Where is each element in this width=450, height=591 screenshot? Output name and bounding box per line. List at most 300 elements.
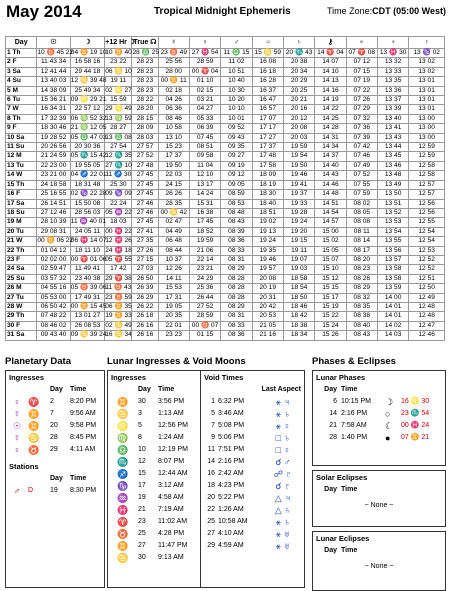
time-value: 8:20 PM (70, 398, 97, 405)
table-cell: 15 59 (105, 96, 132, 105)
table-cell: 17 17 (252, 124, 283, 133)
table-cell: 26 16 (132, 321, 158, 330)
sign-icon: ♍ (117, 433, 129, 443)
table-cell: 15 12 (315, 274, 346, 283)
table-cell: 18 38 (283, 321, 314, 330)
table-cell: 05 53 00 (37, 293, 70, 302)
table-cell: 09 58 (189, 152, 220, 161)
day-value: 28 (50, 434, 58, 441)
table-cell: 26 39 (132, 284, 158, 293)
table-cell: 19 50 (283, 161, 314, 170)
table-cell: 12 51 (409, 274, 445, 283)
table-cell: 00 ♉ 07 (189, 321, 220, 330)
table-cell: 15 50 08 (70, 199, 104, 208)
table-row (6, 246, 445, 255)
table-cell: 07 46 (346, 152, 377, 161)
table-cell: 15 07 (315, 255, 346, 264)
table-cell: 12 57 (409, 180, 445, 189)
time-value: 10:58 AM (218, 518, 248, 525)
day-value: 10 (138, 446, 146, 453)
table-cell: 15 ♋ 59 (252, 49, 283, 58)
table-row (6, 274, 445, 283)
lunar-phases-label: Lunar Phases (316, 373, 366, 382)
table-cell: 13 54 (377, 227, 408, 236)
tz-label: Time Zone: (326, 6, 373, 16)
table-cell: 08 48 (221, 208, 252, 217)
table-cell: 08 26 (346, 274, 377, 283)
table-cell: 11 ♉ 43 (105, 284, 132, 292)
table-row (6, 284, 445, 293)
table-cell: 07 49 (346, 161, 377, 170)
sign-icon: ♈ (114, 255, 123, 263)
table-cell: 13 00 (409, 124, 445, 133)
table-cell: 13 37 (377, 96, 408, 105)
table-cell: 05 ♉ 39 06 (70, 284, 107, 292)
aspect-icon: ⚹ ♄ (275, 409, 291, 419)
table-cell: 11 43 34 (37, 58, 70, 67)
day-value: 18 (207, 482, 215, 489)
sign-icon: ♊ (114, 302, 123, 310)
table-cell: 16 37 (252, 86, 283, 95)
table-row (6, 152, 445, 161)
day-cell: 23 F (6, 255, 37, 264)
table-cell: 27 45 (132, 218, 158, 227)
table-cell: 18 50 (283, 293, 314, 302)
table-cell: 28 03 (132, 133, 158, 142)
table-cell: 08 28 (221, 274, 252, 283)
phases-panel (312, 356, 446, 591)
time-value: 1:24 AM (158, 434, 184, 441)
table-cell: 13 36 (377, 86, 408, 95)
phase-position: 07 ♊ 21 (401, 434, 430, 441)
list-item (108, 420, 200, 432)
table-cell: 20 53 (252, 312, 283, 321)
table-cell: 27 46 (132, 208, 158, 217)
table-cell: 10 20 (221, 96, 252, 105)
table-cell: 18 31 48 (70, 180, 104, 189)
sign-icon: ♉ (79, 284, 89, 292)
table-cell: 28 23 (132, 58, 158, 67)
day-value: 29 (50, 446, 58, 453)
time-value: 11:02 AM (158, 518, 188, 525)
day-value: 23 (138, 518, 146, 525)
table-cell: 15 23 (158, 143, 189, 152)
table-cell: 16 47 (252, 96, 283, 105)
table-cell: 02 02 00 (37, 255, 70, 264)
table-cell: 27 54 (105, 143, 132, 152)
table-cell: 10 37 (158, 255, 189, 264)
table-cell: 14 38 09 (37, 86, 70, 95)
table-cell: 13 ♎ 08 (105, 133, 132, 141)
table-cell: 08 17 (346, 246, 377, 255)
list-item (313, 420, 445, 432)
table-cell: 14 11 (158, 274, 189, 283)
day-cell: 6 Tu (6, 96, 37, 105)
table-cell: 07 45 (189, 133, 220, 142)
table-cell: 10 01 (221, 114, 252, 123)
time-value: 12:19 PM (158, 446, 188, 453)
list-item (108, 396, 200, 408)
column-header: ♃ (252, 37, 283, 49)
table-cell: 14 24 (189, 190, 220, 199)
day-value: 14 (207, 458, 215, 465)
sign-icon: ♎ (141, 49, 150, 56)
table-cell: 05 ♈ 55 (105, 255, 132, 263)
table-cell: 14 40 (315, 161, 346, 170)
table-cell: 09 05 (221, 180, 252, 189)
list-item (108, 456, 200, 468)
column-header: ♆ (377, 37, 408, 49)
table-cell: 08 28 (221, 293, 252, 302)
sign-icon: ♎ (79, 133, 89, 141)
table-cell: 13 35 (377, 77, 408, 86)
day-value: 11 (207, 446, 215, 453)
list-item (201, 516, 304, 528)
list-item (201, 468, 304, 480)
table-cell: 24 18 58 (37, 180, 70, 189)
table-cell: 13 01 (409, 86, 445, 95)
day-cell: 16 F (6, 190, 37, 199)
table-cell: 26 14 51 (37, 199, 70, 208)
table-cell: 13 01 (409, 105, 445, 114)
table-cell: 12 41 44 (37, 67, 70, 76)
table-cell: 28 10 39 (37, 218, 70, 227)
table-cell: 08 43 (346, 331, 377, 340)
void-column (201, 371, 304, 587)
table-cell: 14 02 (377, 321, 408, 330)
phase-position: 23 ♏ 54 (401, 410, 430, 417)
table-cell: 04 55 16 (37, 284, 70, 293)
list-item (201, 396, 304, 408)
table-cell: 20 ♏ 43 (283, 49, 314, 58)
table-cell: 13 49 (377, 180, 408, 189)
list-item (108, 528, 200, 540)
sign-icon: ♋ (79, 331, 89, 339)
time-value: 4:28 PM (158, 530, 185, 537)
table-cell: 12 52 (409, 255, 445, 264)
planet-icon: ☿ (13, 409, 21, 419)
table-cell: 28 ♎ 25 (132, 49, 159, 56)
table-cell: 26 44 (189, 293, 220, 302)
time-value: 8:07 PM (158, 458, 185, 465)
table-cell: 03 57 32 (37, 274, 70, 283)
sign-icon: ♊ (79, 302, 89, 310)
table-cell: 08 11 (346, 227, 377, 236)
day-value: 3 (138, 410, 142, 417)
sign-icon: ♋ (263, 49, 272, 56)
list-item (108, 504, 200, 516)
day-cell: 4 Su (6, 77, 37, 86)
time-value: 1:26 AM (218, 506, 244, 513)
table-cell: 08 32 (346, 293, 377, 302)
list-item (108, 540, 200, 552)
lunar-none: ~ None ~ (364, 563, 394, 570)
table-row (6, 171, 445, 180)
table-cell: 25 30 (105, 180, 132, 189)
table-cell: 06 50 42 (37, 302, 70, 311)
lunar-ingress-header: Day Time (138, 386, 175, 393)
table-row (6, 321, 445, 330)
sign-icon: ♋ (114, 67, 123, 75)
table-cell: 13 ♑ 02 (409, 49, 445, 58)
table-cell: 08 31 (221, 312, 252, 321)
day-value: 30 (138, 554, 146, 561)
table-row (6, 331, 445, 340)
table-cell: 19 35 (252, 246, 283, 255)
sign-icon: ♏ (79, 152, 89, 160)
day-value: 2 (50, 398, 54, 405)
sign-icon: ♈ (357, 49, 366, 56)
table-row (6, 199, 445, 208)
table-cell: 17 45 (189, 218, 220, 227)
column-header: ☉ (37, 37, 70, 49)
time-value: 2:16 PM (341, 410, 368, 417)
day-cell: 31 Sa (6, 331, 37, 340)
table-cell: 12 59 (409, 143, 445, 152)
table-cell: 12 57 (409, 190, 445, 199)
table-cell: 00 ♊ 15 45 (70, 302, 107, 310)
sign-icon: ♓ (79, 237, 89, 245)
table-cell: 27 45 (132, 190, 158, 199)
list-item (201, 408, 304, 420)
table-cell: 00 ♈ 04 (189, 67, 220, 76)
table-cell: 08 08 (346, 218, 377, 227)
table-cell: 29 ♈ 38 (105, 274, 132, 282)
table-cell: 11 04 (189, 161, 220, 170)
table-cell: 27 57 (132, 143, 158, 152)
table-cell: 06 ♋ 10 (105, 67, 132, 75)
table-cell: 10 ♉ 45 22 (37, 49, 74, 56)
table-cell: 22 23 00 (37, 161, 70, 170)
table-cell: 14 37 (315, 152, 346, 161)
sign-icon: ♏ (117, 457, 129, 467)
table-cell: 14 10 (315, 67, 346, 76)
moon-phase-icon: ● (385, 433, 391, 443)
sign-icon: ♋ (79, 77, 89, 85)
sign-icon: ♌ (79, 96, 89, 104)
day-cell: 9 F (6, 124, 37, 133)
table-cell: 27 46 (132, 199, 158, 208)
time-value: 9:56 AM (70, 410, 96, 417)
table-cell: 15 02 (315, 237, 346, 246)
table-cell: 14 16 (315, 86, 346, 95)
table-cell: 14 51 (315, 199, 346, 208)
aspect-icon: ⚹ ♅ (275, 529, 291, 539)
table-cell: 17 07 (252, 114, 283, 123)
table-cell: 28 09 (132, 124, 158, 133)
table-row (6, 133, 445, 142)
sign-icon: ♌ (114, 105, 123, 113)
phase-position: 16 ♌ 30 (401, 398, 430, 405)
table-cell: 00 ♈ 01 06 (70, 255, 107, 263)
aspect-icon: ⚹ ♀ (275, 421, 291, 431)
day-cell: 5 M (6, 86, 37, 95)
list-item (108, 516, 200, 528)
table-cell: 20 38 (283, 58, 314, 67)
table-cell: 21 05 (252, 321, 283, 330)
table-cell: 09 19 (221, 161, 252, 170)
table-cell: 28 15 (132, 114, 158, 123)
table-cell: 13 52 (377, 208, 408, 217)
table-cell: 12 47 (409, 321, 445, 330)
list-item (201, 480, 304, 492)
table-cell: 28 59 (189, 58, 220, 67)
table-row (6, 227, 445, 236)
table-cell: 12 10 (189, 171, 220, 180)
table-cell: 19 24 (283, 218, 314, 227)
day-cell: 13 Tu (6, 161, 37, 170)
table-cell: 19 37 (283, 190, 314, 199)
lunar-phases-box (312, 370, 446, 466)
table-cell: 13 58 (377, 274, 408, 283)
time-value: 9:13 AM (158, 554, 184, 561)
table-row (6, 49, 445, 58)
table-cell: 09 ♑ 09 (105, 190, 132, 198)
table-cell: 17 48 (252, 152, 283, 161)
planet-icon: ☉ (12, 421, 22, 431)
sign-icon: ♉ (117, 529, 129, 539)
time-value: 3:12 AM (158, 482, 184, 489)
table-cell: 20 34 (283, 67, 314, 76)
day-value: 8 (138, 434, 142, 441)
table-cell: 17 32 39 (37, 114, 70, 123)
table-cell: 09 43 40 (37, 331, 70, 340)
table-cell: 20 16 (283, 105, 314, 114)
table-cell: 21 24 59 (37, 152, 70, 161)
table-cell: 10 58 (158, 124, 189, 133)
sign-icon: ♑ (79, 190, 89, 198)
day-cell: 2 F (6, 58, 37, 67)
aspect-icon: ☌ ♂ (275, 457, 291, 467)
table-cell: 12 59 (409, 152, 445, 161)
table-row (6, 105, 445, 114)
phases-list (313, 396, 445, 444)
table-cell: 19 50 (158, 161, 189, 170)
table-cell: 16 34 31 (37, 105, 70, 114)
lunar-panel (107, 356, 305, 588)
sign-icon: ♊ (28, 409, 40, 419)
day-cell: 10 Sa (6, 133, 37, 142)
table-cell: 23 23 (158, 331, 189, 340)
table-row (6, 265, 445, 274)
table-cell: 07 59 (346, 190, 377, 199)
table-cell: 12 50 (409, 284, 445, 293)
time-value: 4:23 PM (218, 482, 245, 489)
table-cell: 13 39 (377, 105, 408, 114)
table-cell: 27 15 (132, 255, 158, 264)
list-item (6, 408, 104, 420)
table-cell: 14 00 (377, 293, 408, 302)
tz-offset: (05:00 West) (393, 6, 446, 16)
table-cell: 02 ♌ 27 (105, 86, 132, 94)
table-cell: 18 58 (283, 274, 314, 283)
table-cell: 17 37 (158, 152, 189, 161)
day-cell: 25 Su (6, 274, 37, 283)
table-cell: 15 24 (315, 321, 346, 330)
list-item (108, 552, 200, 564)
page-title: May 2014 (6, 2, 82, 21)
table-cell: 14 28 (315, 124, 346, 133)
table-cell: 14 25 (315, 114, 346, 123)
sign-icon: ♈ (28, 397, 40, 407)
table-cell: 19 41 (283, 180, 314, 189)
table-cell: 08 38 (346, 312, 377, 321)
table-row (6, 124, 445, 133)
sign-icon: ♊ (28, 421, 40, 431)
day-value: 30 (138, 398, 146, 405)
time-value: 4:10 AM (218, 530, 244, 537)
table-cell: 20 08 (283, 124, 314, 133)
column-header: ♄ (283, 37, 314, 49)
table-cell: 13 44 (377, 143, 408, 152)
list-item (201, 492, 304, 504)
table-cell: 13 10 (158, 133, 189, 142)
time-value: 11:47 PM (158, 542, 188, 549)
table-cell: 20 30 36 (70, 143, 104, 152)
list-item (108, 492, 200, 504)
table-cell: 08 43 (221, 218, 252, 227)
table-cell: 08 40 (346, 321, 377, 330)
lunar-ingress-list (108, 396, 200, 564)
table-cell: 08 39 (221, 227, 252, 236)
void-header: Last Aspect (261, 386, 301, 393)
table-cell: 19 03 (283, 265, 314, 274)
list-item (108, 408, 200, 420)
aspect-icon: △ ♃ (274, 493, 292, 503)
sign-icon: ♏ (114, 152, 123, 160)
table-cell: 02 15 (189, 86, 220, 95)
table-cell: 13 17 (189, 180, 220, 189)
sign-icon: ♋ (117, 409, 129, 419)
table-cell: 06 ♍ 52 32 (70, 114, 107, 122)
list-item (6, 485, 104, 497)
sign-icon: ♊ (46, 237, 55, 245)
phases-header: Day Time (324, 386, 358, 393)
table-cell: 14 01 (377, 312, 408, 321)
lunar-eclipses-label: Lunar Eclipses (316, 534, 370, 543)
table-cell: 19 11 (105, 77, 132, 86)
table-cell: 27 12 46 (37, 208, 70, 217)
table-cell: 09 ♌ 29 21 (70, 96, 107, 104)
time-value: 4:59 AM (218, 542, 244, 549)
table-cell: 07 32 (346, 114, 377, 123)
time-value: 4:11 AM (70, 446, 96, 453)
aspect-icon: △ ♄ (274, 505, 292, 515)
table-cell: 07 ♈ 08 (346, 49, 377, 58)
table-cell: 02 47 (158, 218, 189, 227)
column-header: ⚷ (315, 37, 346, 49)
table-cell: 12 49 (409, 293, 445, 302)
table-row (6, 96, 445, 105)
table-cell: 23 ♉ 59 (105, 293, 132, 301)
planetary-title: Planetary Data (5, 356, 72, 367)
table-cell: 27 48 (132, 161, 158, 170)
table-cell: 19 05 (158, 302, 189, 311)
day-cell: 19 M (6, 218, 37, 227)
sign-icon: ♓ (114, 227, 123, 235)
table-cell: 08 46 (158, 114, 189, 123)
table-cell: 26 22 (132, 302, 158, 311)
phase-position: 00 ♓ 24 (401, 422, 430, 429)
table-cell: 28 23 (132, 77, 158, 86)
table-row (6, 218, 445, 227)
table-cell: 27 26 (132, 246, 158, 255)
lunar-box (107, 370, 305, 588)
day-cell: 11 Su (6, 143, 37, 152)
table-cell: 02 18 (158, 86, 189, 95)
day-cell: 29 Th (6, 312, 37, 321)
aspect-icon: ☌ ♇ (275, 481, 291, 491)
